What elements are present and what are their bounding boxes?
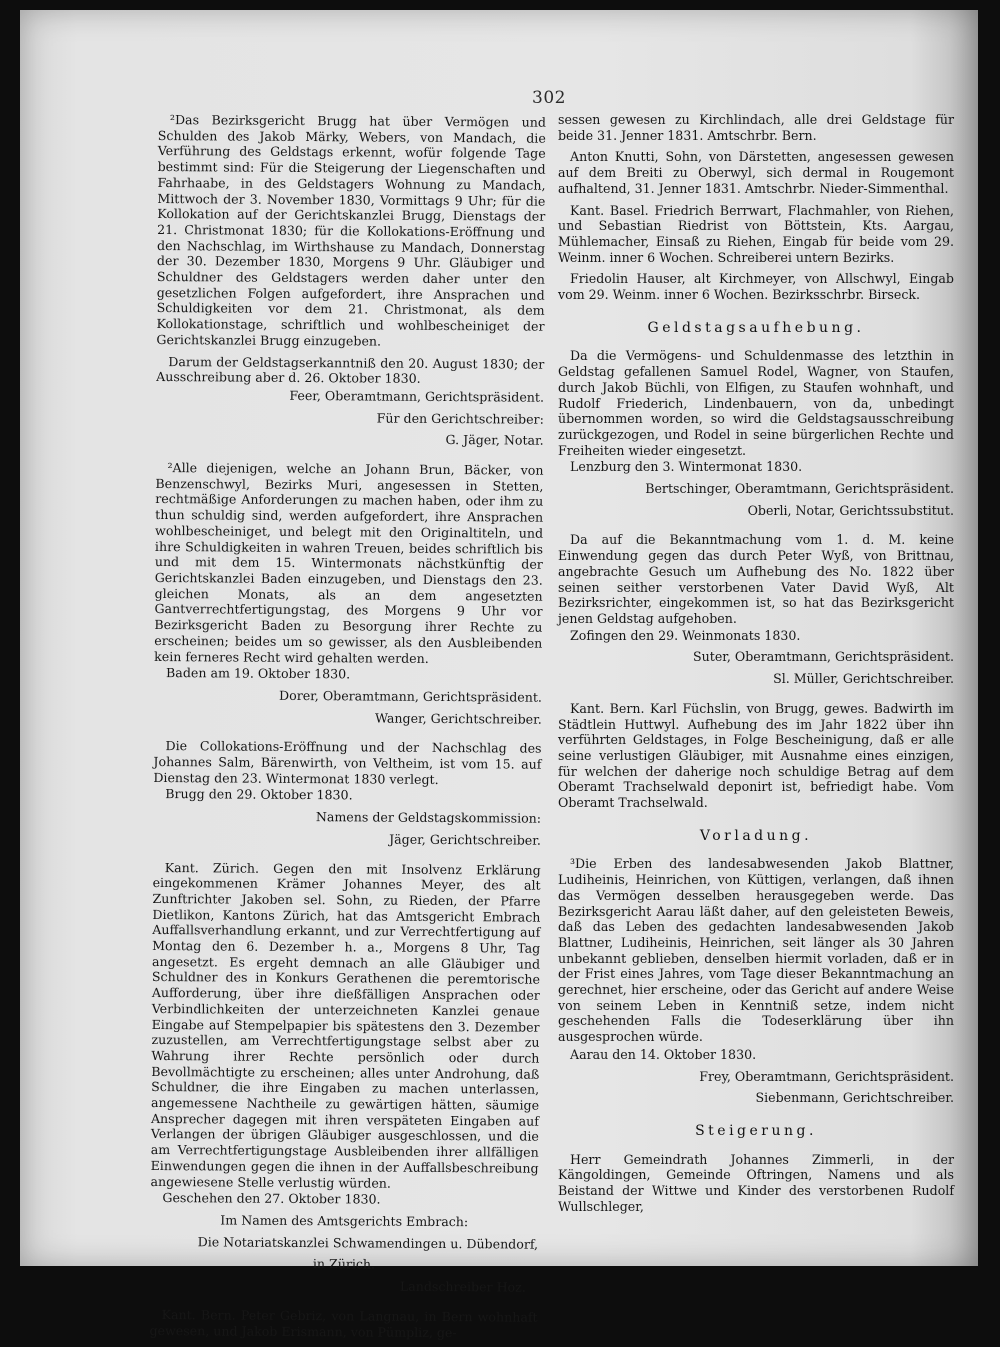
notice-wyss bbox=[558, 532, 954, 686]
notice-body: ²Alle diejenigen, welche an Johann Brun, Bäcker, von Benzenschwyl, Bezirks Muri, angesessen in Stetten, rechtmäßige Anforderungen zu machen haben, oder ihm zu thun schuldig sind, werden aufgefordert, ihre Ansprachen wohlbescheiniget, und belegt mit den Originaltiteln, und ihre Schuldigkeiten in wahren Treuen, beides schriftlich bis und mit dem 15. Wintermonats nächstkünftig der Gerichtskanzlei Baden einzugeben, und Dienstags den 23. gleichen Monats, als an dem angesetzten Gantverrechtfertigungstag, des Morgens 9 Uhr vor Bezirksgericht Baden zu Besorgung ihrer Rechte zu erscheinen; beides um so gewisser, als den Ausbleibenden kein ferneres Recht wird gehalten werden. bbox=[154, 460, 544, 666]
signature-court: Im Namen des Amtsgerichts Embrach: bbox=[220, 1212, 469, 1230]
notice-geldstag-maerky bbox=[156, 112, 546, 449]
signature-president: Bertschinger, Oberamtmann, Gerichtspräsident. bbox=[645, 481, 954, 497]
notice-place-date: Baden am 19. Oktober 1830. bbox=[166, 665, 351, 682]
notice-body: Kant. Bern. Peter Gebriz, von Langnau, in Bern wohnhaft gewesen, und Jakob Erismann, von Pümpliz, ge- bbox=[149, 1306, 538, 1340]
signature-clerk-label: Für den Gerichtschreiber: bbox=[376, 410, 544, 427]
signature-president: Dorer, Oberamtmann, Gerichtspräsident. bbox=[279, 687, 542, 705]
notice-blattner bbox=[558, 856, 954, 1106]
notice-date: Geschehen den 27. Oktober 1830. bbox=[162, 1190, 381, 1207]
notice-closing: Darum der Geldstagserkanntniß den 20. August 1830; der Ausschreibung aber d. 26. Oktober 1830. bbox=[156, 353, 545, 387]
notice-brun bbox=[154, 460, 544, 727]
signature-clerk: Siebenmann, Gerichtschreiber. bbox=[755, 1090, 954, 1106]
left-column bbox=[149, 112, 546, 1347]
section-heading-steigerung: Steigerung. bbox=[695, 1122, 817, 1139]
notice-salm bbox=[153, 738, 542, 848]
notice-place-date: Brugg den 29. Oktober 1830. bbox=[165, 786, 353, 803]
notice-place-date: Aarau den 14. Oktober 1830. bbox=[570, 1046, 757, 1062]
signature-place: in Zürich. bbox=[312, 1256, 376, 1272]
signature-president: Suter, Oberamtmann, Gerichtspräsident. bbox=[693, 649, 954, 665]
notice-body: ²Das Bezirksgericht Brugg hat über Vermögen und Schulden des Jakob Märky, Webers, von Mandach, die Verführung des Geldstags erkennt, wofür folgende Tage bestimmt sind: Für die Steigerung der Liegenschaften und Fahrhaabe, in des Geldstagers Wohnung zu Mandach, Mittwoch der 3. November 1830, Vormittags 9 Uhr; für die Kollokation auf der Gerichtskanzlei Brugg, Dienstags der 21. Christmonat 1830; für die Kollokations-Eröffnung und den Nachschlag, im Wirthshause zu Mandach, Donnerstag der 30. Dezember 1830, Morgens 9 Uhr. Gläubiger und Schuldner des Geldstagers werden daher unter den gesetzlichen Folgen aufgefordert, ihre Ansprachen und Schuldigkeiten vor dem 21. Christmonat, als dem Kollokationstage, schriftlich und wohlbescheiniget der Gerichtskanzlei Brugg einzugeben. bbox=[156, 112, 546, 349]
signature-clerk: Jäger, Gerichtschreiber. bbox=[389, 831, 541, 848]
signature-clerk: G. Jäger, Notar. bbox=[445, 432, 544, 449]
newspaper-page bbox=[20, 10, 978, 1340]
signature-president: Frey, Oberamtmann, Gerichtspräsident. bbox=[699, 1068, 954, 1084]
signature-substitute: Oberli, Notar, Gerichtssubstitut. bbox=[747, 502, 954, 518]
page-number: 302 bbox=[532, 88, 566, 108]
signature-landschreiber: Landschreiber Hoz. bbox=[399, 1278, 526, 1295]
continuation-text: sessen gewesen zu Kirchlindach, alle drei Geldstage für beide 31. Jenner 1831. Amtschrbr. Bern. bbox=[558, 112, 954, 143]
notice-rodel bbox=[558, 348, 954, 518]
notice-body: Herr Gemeindrath Johannes Zimmerli, in der Kängoldingen, Gemeinde Oftringen, Namens und als Beistand der Wittwe und Kinder des verstorbenen Rudolf Wullschleger, bbox=[558, 1151, 954, 1214]
notice-meyer bbox=[150, 860, 541, 1296]
notice-knutti: Anton Knutti, Sohn, von Därstetten, angesessen gewesen auf dem Breiti zu Oberwyl, sich dermal in Rougemont aufhaltend, 31. Jenner 1831. Amtschrbr. Nieder-Simmenthal. bbox=[558, 149, 954, 196]
notice-place-date: Lenzburg den 3. Wintermonat 1830. bbox=[570, 459, 803, 475]
notice-body: Kant. Zürich. Gegen den mit Insolvenz Erklärung eingekommenen Krämer Johannes Meyer, des alt Zunftrichter Jakoben sel. Sohn, zu Rieden, der Pfarre Dietlikon, Kantons Zürich, hat das Amtsgericht Embrach Auffallsverhandlung erkannt, und zur Verrechtfertigung auf Montag den 6. Dezember h. a., Morgens 8 Uhr, Tag angesetzt. Es ergeht demnach an alle Gläubiger und Schuldner des in Konkurs Gerathenen die peremtorische Aufforderung, über ihre dießfälligen Ansprachen oder Verbindlichkeiten der unterzeichneten Kanzlei genaue Eingabe auf Stempelpapier bis spätestens den 3. Dezember zuzustellen, am Verrechtfertigungstage selbst aber zu Wahrung ihrer Rechte persönlich oder durch Bevollmächtigte zu erscheinen; alles unter Androhung, daß Schuldner, die ihre Eingaben zu machen unterlassen, angemessene Nachtheile zu gewärtigen hätten, säumige Ansprecher dagegen mit ihren verspäteten Eingaben auf Verlangen der übrigen Gläubiger ausgeschlossen, und die am Verrechtfertigungstage Ausbleibenden ihrer allfälligen Einwendungen gegen die ihnen in der Auffallsbeschreibung angewiesene Stelle verlustig würden. bbox=[150, 859, 541, 1191]
signature-clerk: Wanger, Gerichtschreiber. bbox=[375, 710, 542, 727]
signature-president: Feer, Oberamtmann, Gerichtspräsident. bbox=[289, 387, 545, 405]
notice-body: Die Collokations-Eröffnung und der Nachschlag des Johannes Salm, Bärenwirth, von Veltheim, ist vom 15. auf Dienstag den 23. Wintermonat 1830 verlegt. bbox=[153, 738, 542, 787]
section-heading-vorladung: Vorladung. bbox=[699, 827, 813, 844]
notice-body: Da die Vermögens- und Schuldenmasse des letzthin in Geldstag gefallenen Samuel Rodel, Wagner, von Staufen, durch Jakob Büchli, von Elfigen, zu Staufen wohnhaft, und Rudolf Friederich, Lindenbauern, von da, unbedingt übernommen worden, so wird die Geldstagsausschreibung zurückgezogen, und Rodel in seine bürgerlichen Rechte und Freiheiten wieder eingesetzt. bbox=[558, 348, 954, 458]
signature-chancery: Die Notariatskanzlei Schwamendingen u. Dübendorf, bbox=[197, 1234, 539, 1252]
section-heading-geldstagsaufhebung: Geldstagsaufhebung. bbox=[647, 319, 865, 336]
notice-body: ³Die Erben des landesabwesenden Jakob Blattner, Ludiheinis, Heinrichen, von Küttigen, verlangen, daß ihnen das Vermögen desselben herausgegeben werde. Das Bezirksgericht Aarau läßt daher, auf den geleisteten Beweis, daß das Leben des gedachten landesabwesenden Jakob Blattner, Ludiheinis, Heinrichen, seit länger als 30 Jahren unbekannt geblieben, denselben hiermit vorladen, daß er in der Frist eines Jahres, vom Tage dieser Bekanntmachung an gerechnet, hier erscheine, oder das Gericht auf andere Weise von seinem Leben in Kenntniß setze, indem nicht geschehenden Falls die Todeserklärung über ihn ausgesprochen würde. bbox=[558, 856, 954, 1045]
signature-commission: Namens der Geldstagskommission: bbox=[315, 809, 542, 826]
notice-zimmerli bbox=[558, 1152, 954, 1215]
notice-berrwart: Kant. Basel. Friedrich Berrwart, Flachmahler, von Riehen, und Sebastian Riedrist von Böttstein, Kts. Aargau, Mühlemacher, Einsaß zu Riehen, Eingab für beide vom 29. Weinm. inner 6 Wochen. Schreiberei untern Bezirks. bbox=[558, 202, 954, 265]
notice-body: Da auf die Bekanntmachung vom 1. d. M. keine Einwendung gegen das durch Peter Wyß, von Brittnau, angebrachte Gesuch um Aufhebung des No. 1822 über seinen seither verstorbenen Vater David Wyß, Alt Bezirksrichter, eingekommen ist, so hat das Bezirksgericht jenen Geldstag aufgehoben. bbox=[558, 532, 954, 626]
notice-gebriz bbox=[149, 1307, 537, 1341]
notice-body: Kant. Bern. Karl Füchslin, von Brugg, gewes. Badwirth im Städtlein Huttwyl. Aufhebung des im Jahr 1822 über ihn verführten Geldstages, in Folge Bescheinigung, daß er alle seine verlustigen Gläubiger, mit Ausnahme eines einzigen, für welchen der daherige noch schuldige Betrag auf dem Oberamt Trachselwald deponirt ist, befriedigt habe. Vom Oberamt Trachselwald. bbox=[558, 700, 954, 811]
notice-place-date: Zofingen den 29. Weinmonats 1830. bbox=[570, 627, 801, 643]
right-column bbox=[558, 112, 954, 1220]
notice-hauser: Friedolin Hauser, alt Kirchmeyer, von Allschwyl, Eingab vom 29. Weinm. inner 6 Wochen. Bezirksschrbr. Birseck. bbox=[558, 271, 954, 303]
signature-clerk: Sl. Müller, Gerichtschreiber. bbox=[773, 671, 954, 687]
notice-fuechslin bbox=[558, 701, 954, 811]
